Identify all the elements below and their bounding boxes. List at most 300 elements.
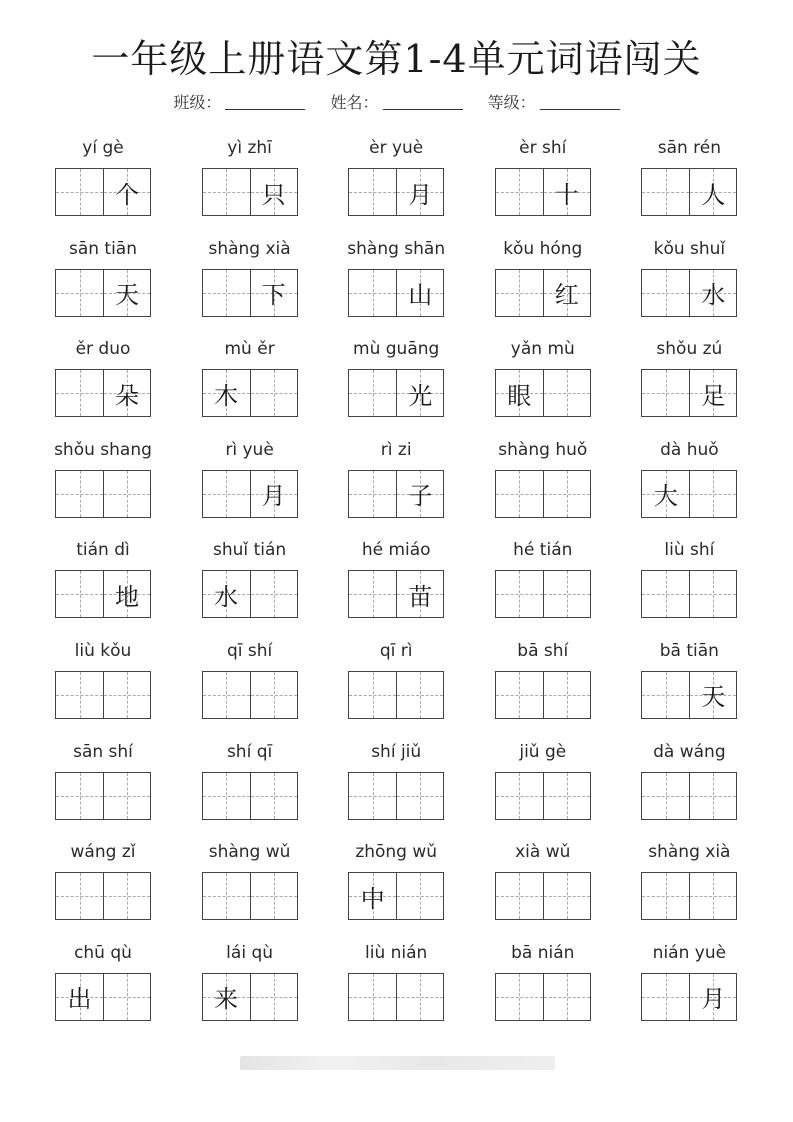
tianzige-pair xyxy=(202,872,298,920)
tianzige-pair xyxy=(348,570,444,618)
hanzi-right: 光 xyxy=(408,381,433,410)
tianzige-pair xyxy=(641,671,737,719)
word-item xyxy=(177,440,324,541)
word-item xyxy=(177,943,324,1044)
word-item xyxy=(177,842,324,943)
tianzige-cell-right[interactable] xyxy=(103,471,150,517)
word-grid xyxy=(30,138,763,1043)
word-item xyxy=(30,641,177,742)
tianzige-cell-right[interactable] xyxy=(250,471,297,517)
hanzi-left xyxy=(642,773,689,819)
hanzi-left xyxy=(496,270,543,316)
tianzige-pair xyxy=(495,671,591,719)
tianzige-pair xyxy=(55,470,151,518)
hanzi-right xyxy=(104,773,150,819)
word-item xyxy=(177,742,324,843)
tianzige-cell-left[interactable] xyxy=(349,571,396,617)
grade-label: 等级： xyxy=(487,93,536,112)
word-item xyxy=(323,239,470,340)
pinyin-label: shǒu zú xyxy=(656,339,723,360)
tianzige-cell-right[interactable] xyxy=(689,571,736,617)
hanzi-left xyxy=(56,672,103,718)
hanzi-right: 足 xyxy=(701,381,726,410)
tianzige-pair xyxy=(641,369,737,417)
tianzige-pair xyxy=(495,772,591,820)
tianzige-cell-right[interactable] xyxy=(396,571,443,617)
hanzi-left xyxy=(56,571,103,617)
tianzige-cell-left[interactable] xyxy=(56,571,103,617)
word-item xyxy=(470,540,617,641)
hanzi-left xyxy=(349,370,396,416)
hanzi-left: 出 xyxy=(67,985,92,1014)
word-item xyxy=(30,138,177,239)
tianzige-cell-left[interactable] xyxy=(642,873,689,919)
pinyin-label: sān shí xyxy=(73,741,133,762)
tianzige-cell-left[interactable] xyxy=(642,169,689,215)
tianzige-cell-right[interactable] xyxy=(250,169,297,215)
pinyin-label: nián yuè xyxy=(652,942,727,963)
word-item xyxy=(323,138,470,239)
tianzige-cell-left[interactable] xyxy=(349,370,396,416)
pinyin-label: bā tiān xyxy=(659,640,719,661)
pinyin-label: shàng xià xyxy=(208,238,291,259)
word-item xyxy=(30,943,177,1044)
tianzige-pair xyxy=(495,269,591,317)
tianzige-cell-right[interactable] xyxy=(103,571,150,617)
word-item xyxy=(30,540,177,641)
tianzige-cell-left[interactable] xyxy=(642,270,689,316)
word-item xyxy=(616,540,763,641)
grade-blank[interactable] xyxy=(540,95,620,110)
tianzige-cell-right[interactable] xyxy=(250,270,297,316)
tianzige-cell-left[interactable] xyxy=(203,974,250,1020)
tianzige-cell-right[interactable] xyxy=(689,270,736,316)
hanzi-left: 木 xyxy=(214,381,239,410)
tianzige-cell-right[interactable] xyxy=(250,974,297,1020)
tianzige-cell-right[interactable] xyxy=(689,974,736,1020)
page-title: 一年级上册语文第1-4单元词语闯关 xyxy=(91,37,702,81)
pinyin-label: mù guāng xyxy=(353,339,440,360)
tianzige-pair xyxy=(55,269,151,317)
tianzige-cell-left[interactable] xyxy=(203,471,250,517)
hanzi-right xyxy=(690,773,736,819)
tianzige-cell-left[interactable] xyxy=(203,873,250,919)
hanzi-left xyxy=(349,471,396,517)
pinyin-label: qī shí xyxy=(226,640,273,661)
tianzige-cell-right[interactable] xyxy=(689,169,736,215)
tianzige-cell-right[interactable] xyxy=(396,773,443,819)
hanzi-right: 月 xyxy=(701,985,726,1014)
pinyin-label: shuǐ tián xyxy=(213,540,287,561)
hanzi-right xyxy=(544,571,590,617)
hanzi-right: 个 xyxy=(115,180,139,209)
tianzige-cell-left[interactable] xyxy=(642,571,689,617)
pinyin-label: dà huǒ xyxy=(660,439,719,460)
pinyin-label: shàng xià xyxy=(648,842,731,863)
tianzige-pair xyxy=(202,671,298,719)
pinyin-label: yì zhī xyxy=(227,138,272,158)
tianzige-cell-right[interactable] xyxy=(250,571,297,617)
word-item xyxy=(30,239,177,340)
tianzige-cell-right[interactable] xyxy=(543,370,590,416)
tianzige-cell-right[interactable] xyxy=(396,974,443,1020)
class-blank[interactable] xyxy=(225,95,305,110)
tianzige-cell-left[interactable] xyxy=(56,471,103,517)
tianzige-cell-left[interactable] xyxy=(56,773,103,819)
tianzige-cell-left[interactable] xyxy=(56,370,103,416)
tianzige-pair xyxy=(202,269,298,317)
tianzige-cell-left[interactable] xyxy=(203,773,250,819)
pinyin-label: shí qī xyxy=(226,741,273,762)
hanzi-right xyxy=(251,370,297,416)
word-item xyxy=(323,440,470,541)
word-item xyxy=(616,339,763,440)
hanzi-right: 月 xyxy=(261,482,286,511)
word-item xyxy=(470,339,617,440)
tianzige-cell-right[interactable] xyxy=(103,773,150,819)
word-item xyxy=(616,239,763,340)
word-item xyxy=(177,540,324,641)
pinyin-label: zhōng wǔ xyxy=(355,842,438,863)
tianzige-cell-left[interactable] xyxy=(203,571,250,617)
pinyin-label: jiǔ gè xyxy=(519,741,567,762)
word-item xyxy=(616,641,763,742)
hanzi-right xyxy=(397,773,443,819)
student-info-row xyxy=(0,90,793,113)
tianzige-pair xyxy=(55,671,151,719)
tianzige-cell-left[interactable] xyxy=(496,370,543,416)
tianzige-cell-right[interactable] xyxy=(543,571,590,617)
hanzi-left xyxy=(496,873,543,919)
hanzi-left xyxy=(496,974,543,1020)
hanzi-right xyxy=(544,672,590,718)
tianzige-cell-right[interactable] xyxy=(396,471,443,517)
hanzi-right xyxy=(104,873,150,919)
hanzi-left xyxy=(496,471,543,517)
hanzi-right: 十 xyxy=(554,180,579,209)
word-item xyxy=(177,339,324,440)
tianzige-cell-right[interactable] xyxy=(103,974,150,1020)
tianzige-cell-left[interactable] xyxy=(642,370,689,416)
pinyin-label: wáng zǐ xyxy=(70,842,136,863)
tianzige-cell-right[interactable] xyxy=(543,974,590,1020)
hanzi-right xyxy=(544,471,590,517)
class-label: 班级： xyxy=(173,93,222,112)
hanzi-right: 天 xyxy=(115,281,139,310)
hanzi-right xyxy=(690,471,736,517)
hanzi-right xyxy=(544,873,590,919)
tianzige-cell-right[interactable] xyxy=(689,471,736,517)
tianzige-cell-right[interactable] xyxy=(250,773,297,819)
pinyin-label: liù shí xyxy=(664,540,715,561)
tianzige-cell-right[interactable] xyxy=(543,873,590,919)
tianzige-pair xyxy=(348,470,444,518)
tianzige-cell-right[interactable] xyxy=(689,370,736,416)
tianzige-cell-left[interactable] xyxy=(56,974,103,1020)
tianzige-pair xyxy=(641,168,737,216)
hanzi-left xyxy=(349,773,396,819)
tianzige-cell-left[interactable] xyxy=(349,974,396,1020)
word-item xyxy=(616,440,763,541)
word-item xyxy=(177,138,324,239)
tianzige-cell-left[interactable] xyxy=(349,873,396,919)
hanzi-right xyxy=(104,672,150,718)
hanzi-left: 来 xyxy=(214,985,239,1014)
hanzi-left xyxy=(56,370,103,416)
tianzige-cell-left[interactable] xyxy=(203,270,250,316)
pinyin-label: yí gè xyxy=(82,138,124,158)
tianzige-pair xyxy=(55,369,151,417)
hanzi-left xyxy=(496,169,543,215)
tianzige-pair xyxy=(641,772,737,820)
pinyin-label: sān rén xyxy=(657,138,722,158)
hanzi-left: 中 xyxy=(360,884,385,913)
tianzige-cell-left[interactable] xyxy=(496,169,543,215)
word-item xyxy=(177,641,324,742)
tianzige-cell-right[interactable] xyxy=(543,270,590,316)
tianzige-pair xyxy=(641,872,737,920)
tianzige-cell-right[interactable] xyxy=(689,873,736,919)
tianzige-cell-right[interactable] xyxy=(543,672,590,718)
tianzige-pair xyxy=(55,973,151,1021)
hanzi-left xyxy=(496,773,543,819)
tianzige-cell-right[interactable] xyxy=(250,873,297,919)
pinyin-label: shàng huǒ xyxy=(498,439,588,460)
hanzi-right xyxy=(544,773,590,819)
tianzige-pair xyxy=(348,973,444,1021)
tianzige-pair xyxy=(495,369,591,417)
pinyin-label: sān tiān xyxy=(68,238,138,259)
pinyin-label: rì zi xyxy=(380,439,412,460)
hanzi-left xyxy=(56,773,103,819)
tianzige-cell-right[interactable] xyxy=(103,169,150,215)
pinyin-label: shàng wǔ xyxy=(208,842,291,863)
tianzige-cell-left[interactable] xyxy=(349,169,396,215)
word-item xyxy=(177,239,324,340)
hanzi-right xyxy=(251,571,297,617)
word-item xyxy=(470,742,617,843)
hanzi-left xyxy=(349,974,396,1020)
pinyin-label: èr yuè xyxy=(369,138,424,158)
pinyin-label: kǒu shuǐ xyxy=(653,238,726,259)
hanzi-right xyxy=(104,471,150,517)
hanzi-right: 水 xyxy=(701,281,726,310)
word-item xyxy=(616,943,763,1044)
pinyin-label: liù nián xyxy=(365,942,428,963)
tianzige-pair xyxy=(348,671,444,719)
tianzige-cell-left[interactable] xyxy=(642,672,689,718)
tianzige-pair xyxy=(641,269,737,317)
tianzige-cell-right[interactable] xyxy=(396,873,443,919)
hanzi-left xyxy=(642,169,689,215)
pinyin-label: ěr duo xyxy=(75,339,131,360)
tianzige-pair xyxy=(55,772,151,820)
hanzi-right: 人 xyxy=(701,180,726,209)
hanzi-right xyxy=(397,672,443,718)
tianzige-cell-right[interactable] xyxy=(103,672,150,718)
hanzi-left xyxy=(56,873,103,919)
hanzi-right: 子 xyxy=(408,482,433,511)
word-item xyxy=(323,742,470,843)
grade-field xyxy=(488,90,620,113)
tianzige-cell-left[interactable] xyxy=(496,672,543,718)
word-item xyxy=(616,138,763,239)
hanzi-right: 下 xyxy=(261,281,286,310)
hanzi-left xyxy=(642,571,689,617)
hanzi-right xyxy=(397,873,443,919)
tianzige-pair xyxy=(641,570,737,618)
hanzi-left xyxy=(349,571,396,617)
pinyin-label: shǒu shang xyxy=(54,439,152,460)
tianzige-cell-left[interactable] xyxy=(56,169,103,215)
pinyin-label: lái qù xyxy=(226,942,274,963)
tianzige-pair xyxy=(348,772,444,820)
hanzi-left xyxy=(349,169,396,215)
hanzi-right xyxy=(104,974,150,1020)
hanzi-right: 地 xyxy=(115,582,139,611)
hanzi-left xyxy=(349,672,396,718)
pinyin-label: xià wǔ xyxy=(515,842,571,863)
word-item xyxy=(616,742,763,843)
tianzige-cell-right[interactable] xyxy=(396,672,443,718)
tianzige-pair xyxy=(202,973,298,1021)
hanzi-left xyxy=(642,873,689,919)
tianzige-cell-left[interactable] xyxy=(642,974,689,1020)
hanzi-right xyxy=(544,370,590,416)
tianzige-cell-left[interactable] xyxy=(496,773,543,819)
tianzige-cell-left[interactable] xyxy=(203,370,250,416)
hanzi-left xyxy=(203,270,250,316)
tianzige-cell-left[interactable] xyxy=(642,773,689,819)
hanzi-left xyxy=(642,974,689,1020)
tianzige-pair xyxy=(348,872,444,920)
pinyin-label: shí jiǔ xyxy=(371,741,422,762)
tianzige-cell-right[interactable] xyxy=(543,169,590,215)
word-item xyxy=(323,339,470,440)
tianzige-cell-left[interactable] xyxy=(203,672,250,718)
tianzige-pair xyxy=(202,168,298,216)
pinyin-label: dà wáng xyxy=(653,741,726,762)
hanzi-left xyxy=(56,471,103,517)
hanzi-left xyxy=(642,672,689,718)
tianzige-pair xyxy=(55,872,151,920)
tianzige-cell-left[interactable] xyxy=(56,672,103,718)
hanzi-left xyxy=(203,169,250,215)
tianzige-cell-right[interactable] xyxy=(543,773,590,819)
hanzi-left xyxy=(203,873,250,919)
tianzige-pair xyxy=(495,570,591,618)
hanzi-right: 天 xyxy=(701,683,726,712)
hanzi-right xyxy=(690,571,736,617)
tianzige-cell-left[interactable] xyxy=(496,571,543,617)
hanzi-left xyxy=(203,672,250,718)
tianzige-cell-right[interactable] xyxy=(396,370,443,416)
word-item xyxy=(323,842,470,943)
hanzi-right: 山 xyxy=(408,281,433,310)
tianzige-cell-right[interactable] xyxy=(689,773,736,819)
tianzige-cell-left[interactable] xyxy=(56,873,103,919)
hanzi-left xyxy=(496,672,543,718)
tianzige-cell-left[interactable] xyxy=(496,974,543,1020)
tianzige-cell-right[interactable] xyxy=(250,672,297,718)
hanzi-right: 红 xyxy=(554,281,579,310)
tianzige-pair xyxy=(202,772,298,820)
pinyin-label: yǎn mù xyxy=(510,339,575,360)
hanzi-left xyxy=(642,270,689,316)
tianzige-cell-left[interactable] xyxy=(203,169,250,215)
tianzige-cell-right[interactable] xyxy=(689,672,736,718)
tianzige-pair xyxy=(641,470,737,518)
tianzige-cell-left[interactable] xyxy=(56,270,103,316)
word-item xyxy=(470,440,617,541)
hanzi-left xyxy=(203,471,250,517)
tianzige-pair xyxy=(348,168,444,216)
class-field xyxy=(173,90,305,113)
tianzige-pair xyxy=(495,168,591,216)
pinyin-label: hé miáo xyxy=(361,540,431,561)
footer-watermark xyxy=(240,1056,555,1070)
tianzige-cell-left[interactable] xyxy=(349,270,396,316)
tianzige-pair xyxy=(202,570,298,618)
word-item xyxy=(323,943,470,1044)
tianzige-pair xyxy=(348,269,444,317)
hanzi-left xyxy=(56,169,103,215)
name-field xyxy=(330,90,462,113)
tianzige-cell-right[interactable] xyxy=(543,471,590,517)
tianzige-cell-left[interactable] xyxy=(496,471,543,517)
tianzige-pair xyxy=(348,369,444,417)
tianzige-pair xyxy=(495,470,591,518)
tianzige-pair xyxy=(55,570,151,618)
hanzi-right xyxy=(251,773,297,819)
pinyin-label: bā nián xyxy=(511,942,575,963)
tianzige-cell-left[interactable] xyxy=(496,873,543,919)
pinyin-label: bā shí xyxy=(517,640,569,661)
hanzi-right xyxy=(544,974,590,1020)
tianzige-pair xyxy=(202,369,298,417)
tianzige-cell-right[interactable] xyxy=(103,270,150,316)
hanzi-right: 朵 xyxy=(115,381,139,410)
tianzige-cell-left[interactable] xyxy=(349,773,396,819)
name-label: 姓名： xyxy=(330,93,379,112)
tianzige-pair xyxy=(495,872,591,920)
word-item xyxy=(470,842,617,943)
pinyin-label: chū qù xyxy=(74,942,132,963)
word-item xyxy=(30,339,177,440)
hanzi-left: 眼 xyxy=(507,381,532,410)
tianzige-cell-right[interactable] xyxy=(103,873,150,919)
pinyin-label: shàng shān xyxy=(347,238,446,259)
hanzi-right xyxy=(251,873,297,919)
tianzige-cell-left[interactable] xyxy=(642,471,689,517)
hanzi-left xyxy=(349,270,396,316)
pinyin-label: èr shí xyxy=(519,138,567,158)
hanzi-right xyxy=(690,873,736,919)
hanzi-right xyxy=(397,974,443,1020)
tianzige-cell-right[interactable] xyxy=(250,370,297,416)
hanzi-left: 大 xyxy=(653,482,678,511)
tianzige-cell-left[interactable] xyxy=(349,672,396,718)
tianzige-cell-right[interactable] xyxy=(103,370,150,416)
pinyin-label: hé tián xyxy=(513,540,573,561)
tianzige-cell-right[interactable] xyxy=(396,270,443,316)
hanzi-left xyxy=(496,571,543,617)
tianzige-cell-right[interactable] xyxy=(396,169,443,215)
name-blank[interactable] xyxy=(383,95,463,110)
hanzi-left: 水 xyxy=(214,582,239,611)
tianzige-cell-left[interactable] xyxy=(349,471,396,517)
tianzige-cell-left[interactable] xyxy=(496,270,543,316)
